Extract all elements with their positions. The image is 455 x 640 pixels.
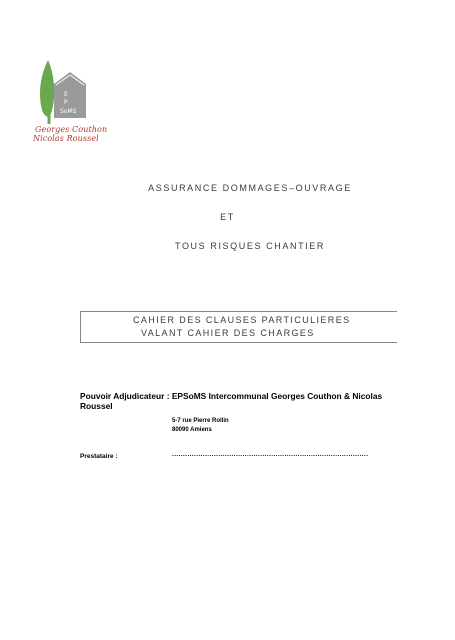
tree-logo-icon: [30, 58, 100, 126]
logo-badge-e: E: [64, 91, 68, 98]
prestataire-label: Prestataire :: [80, 453, 118, 460]
subtitle-line2: VALANT CAHIER DES CHARGES: [141, 328, 315, 338]
title-et: ET: [220, 212, 235, 222]
logo-text-line2: Nicolas Roussel: [33, 134, 99, 143]
pouvoir-adjudicateur: Pouvoir Adjudicateur : EPSoMS Intercommunal Georges Couthon & Nicolas Roussel: [80, 391, 383, 411]
subtitle-box: [80, 311, 397, 343]
prestataire-field[interactable]: .........................................................................................: [172, 451, 369, 458]
address-block: [172, 417, 229, 435]
subtitle-line1: CAHIER DES CLAUSES PARTICULIERES: [133, 315, 351, 325]
title-assurance: ASSURANCE DOMMAGES–OUVRAGE: [148, 183, 352, 193]
title-tous-risques: TOUS RISQUES CHANTIER: [175, 241, 325, 251]
logo-text-line1: Georges Couthon: [35, 125, 108, 134]
logo-badge-p: P: [64, 99, 68, 106]
address-city: 80090 Amiens: [172, 427, 212, 433]
address-street: 5-7 rue Pierre Rollin: [172, 418, 229, 424]
logo-badge-soms: SoMS: [60, 108, 77, 115]
